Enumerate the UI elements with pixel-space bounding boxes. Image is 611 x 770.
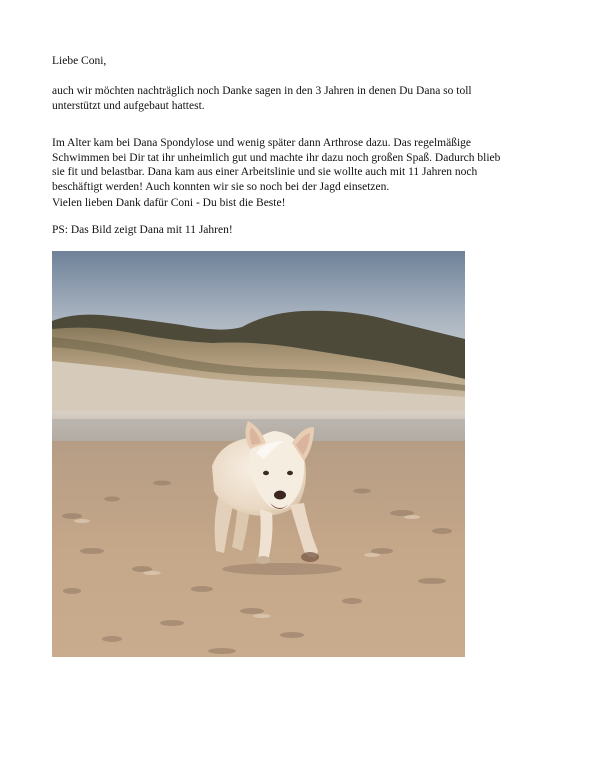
postscript: PS: Das Bild zeigt Dana mit 11 Jahren! <box>52 224 233 236</box>
paragraph-gratitude: Vielen lieben Dank dafür Coni - Du bist die Beste! <box>52 197 286 209</box>
dog-beach-photo <box>52 251 465 657</box>
greeting: Liebe Coni, <box>52 55 107 67</box>
photo-illustration <box>52 251 465 657</box>
paragraph-health: Im Alter kam bei Dana Spondylose und wenig später dann Arthrose dazu. Das regelmäßige Schwimmen bei Dir tat ihr unheimlich gut und machte ihr dazu noch großen Spaß. Dadurch blieb sie fit und belastbar. Dana kam aus einer Arbeitslinie und sie wollte auch mit 11 Jahren noch beschäftigt werden! Auch konnten wir sie so noch bei der Jagd einsetzen. <box>52 137 501 193</box>
dog-shadow <box>222 563 342 575</box>
paragraph-thanks: auch wir möchten nachträglich noch Danke sagen in den 3 Jahren in denen Du Dana so toll unterstützt und aufgebaut hattest. <box>52 85 472 112</box>
